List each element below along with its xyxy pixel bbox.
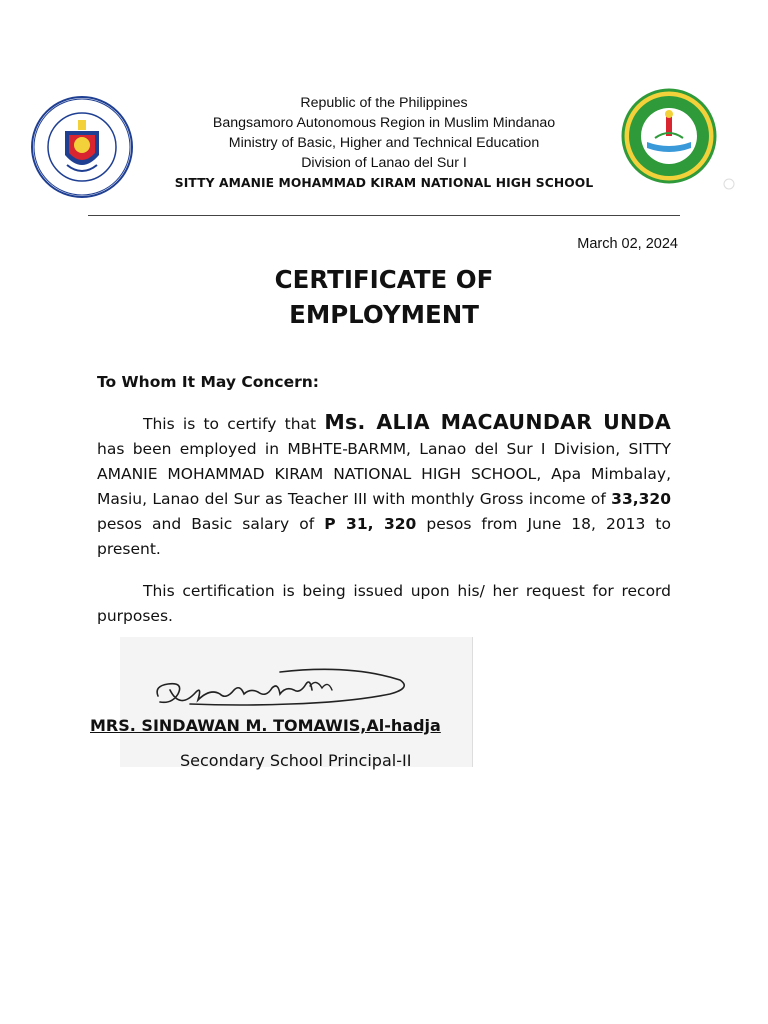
certificate-title-line1: CERTIFICATE OF	[274, 265, 494, 294]
certificate-title-line2: EMPLOYMENT	[289, 300, 479, 329]
certification-paragraph	[97, 410, 671, 562]
employee-name: Ms. ALIA MACAUNDAR UNDA	[324, 410, 671, 434]
employment-text: has been employed in MBHTE-BARMM, Lanao del Sur I Division, SITTY AMANIE MOHAMMAD KIRAM NATIONAL HIGH SCHOOL, Apa Mimbalay, Masiu, Lanao del Sur as Teacher III with monthly Gross income of	[97, 440, 671, 508]
school-seal-logo	[617, 84, 742, 206]
intro-text: This is to certify that	[143, 415, 317, 433]
basic-salary: P 31, 320	[324, 515, 417, 533]
school-seal-icon	[617, 84, 742, 206]
handwritten-signature	[150, 660, 412, 720]
salutation: To Whom It May Concern:	[97, 373, 320, 391]
signatory-name: MRS. SINDAWAN M. TOMAWIS,Al-hadja	[90, 716, 441, 735]
header-divider	[88, 215, 680, 216]
salary-text: pesos and Basic salary of	[97, 515, 325, 533]
header-line-region: Bangsamoro Autonomous Region in Muslim Mindanao	[212, 115, 556, 131]
deped-seal-logo	[25, 95, 140, 200]
purpose-paragraph	[97, 579, 671, 629]
header-line-ministry: Ministry of Basic, Higher and Technical Education	[228, 135, 540, 151]
purpose-text: This certification is being issued upon his/ her request for record purposes.	[97, 582, 671, 625]
period-text: pesos from June 18, 2013 to present.	[97, 515, 671, 558]
header-line-division: Division of Lanao del Sur I	[301, 155, 467, 171]
header-school-name: SITTY AMANIE MOHAMMAD KIRAM NATIONAL HIGH SCHOOL	[174, 176, 594, 190]
header-line-republic: Republic of the Philippines	[300, 95, 468, 111]
gross-income: 33,320	[611, 490, 671, 508]
document-date: March 02, 2024	[577, 236, 678, 252]
deped-seal-icon	[25, 95, 140, 200]
signatory-position: Secondary School Principal-II	[180, 751, 412, 770]
letterhead	[140, 93, 628, 193]
